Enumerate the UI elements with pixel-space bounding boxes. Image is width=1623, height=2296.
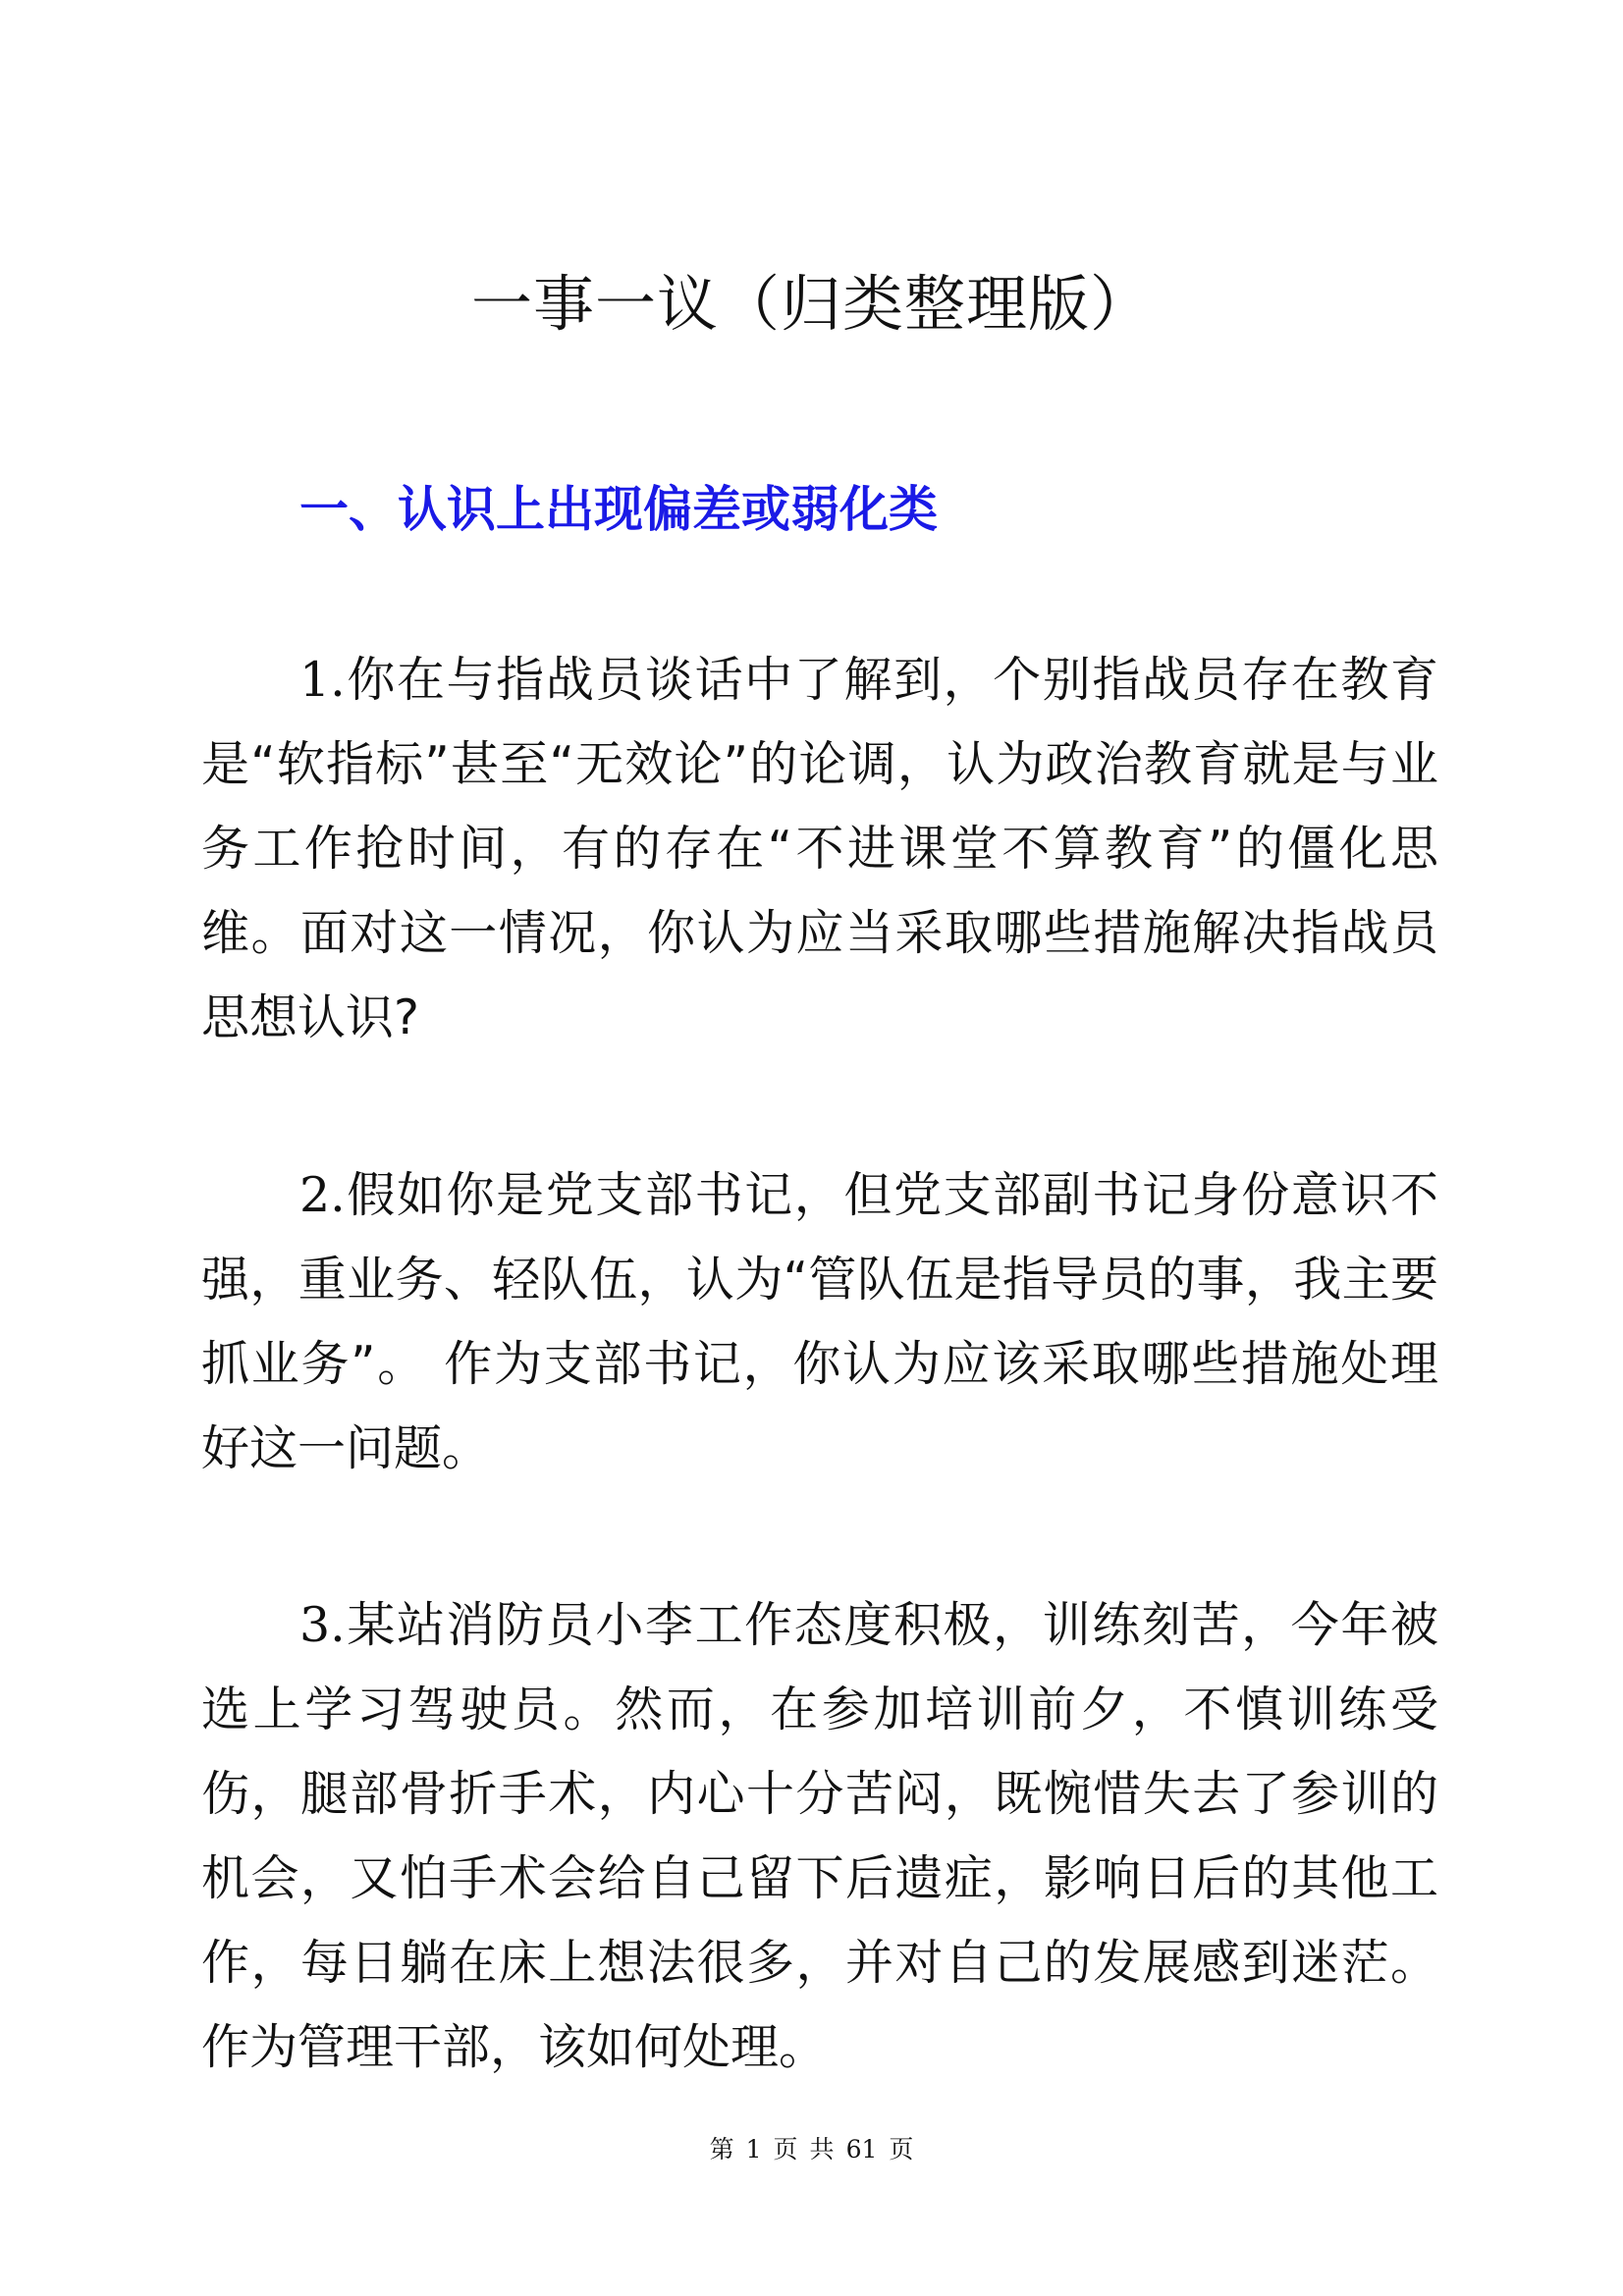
question-1: [201, 638, 1438, 1060]
footer-total-suffix: 页: [889, 2135, 914, 2163]
question-1-number: 1.: [299, 652, 346, 708]
section-heading: 一、认识上出现偏差或弱化类: [299, 481, 938, 538]
footer-total-pages: 61: [845, 2135, 878, 2163]
footer-current-page: 1: [745, 2135, 762, 2163]
question-1-text: 你在与指战员谈话中了解到，个别指战员存在教育是“软指标”甚至“无效论”的论调，认为政治教育就是与业务工作抢时间，有的存在“不进课堂不算教育”的僵化思维。面对这一情况，你认为应当采取哪些措施解决指战员思想认识?: [201, 652, 1438, 1045]
page-footer: [0, 2132, 1623, 2167]
question-2-text: 假如你是党支部书记，但党支部副书记身份意识不强，重业务、轻队伍，认为“管队伍是指导员的事，我主要抓业务”。 作为支部书记，你认为应该采取哪些措施处理好这一问题。: [201, 1167, 1438, 1476]
question-2: [201, 1153, 1438, 1491]
question-2-number: 2.: [299, 1167, 346, 1223]
question-3: [201, 1583, 1438, 2090]
footer-page-word: 页: [773, 2135, 798, 2163]
question-3-number: 3.: [299, 1597, 346, 1653]
question-3-text: 某站消防员小李工作态度积极，训练刻苦，今年被选上学习驾驶员。然而，在参加培训前夕，不慎训练受伤，腿部骨折手术，内心十分苦闷，既惋惜失去了参训的机会，又怕手术会给自己留下后遗症，影响日后的其他工作，每日躺在床上想法很多，并对自己的发展感到迷茫。作为管理干部，该如何处理。: [201, 1597, 1438, 2075]
footer-total-prefix: 共: [809, 2135, 835, 2163]
document-title: 一事一议（归类整理版）: [470, 268, 1152, 340]
footer-page-prefix: 第: [709, 2135, 734, 2163]
